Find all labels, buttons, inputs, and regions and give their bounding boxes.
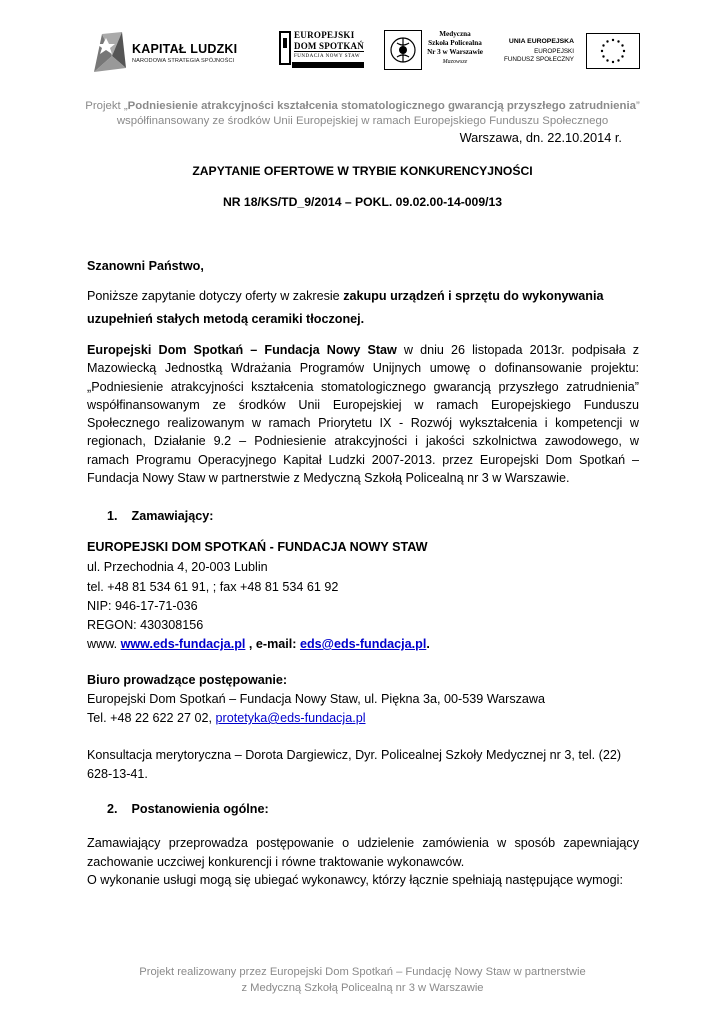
section-1-number: 1. [107, 509, 118, 523]
eds-emblem-icon [278, 30, 292, 66]
school-emblem-icon [384, 30, 422, 70]
ue-efs-logo [504, 26, 640, 70]
project-header [0, 100, 725, 112]
provision-paragraph-1: Zamawiający przeprowadza postępowanie o udzielenie zamówienia w sposób zapewniający zachowanie uczciwej konkurencji i równe traktowanie wykonawców. [87, 836, 639, 869]
eds-logo-strip [292, 62, 364, 68]
school-name-line2: Szkoła Policealna [428, 39, 482, 47]
orderer-phone: tel. +48 81 534 61 91, ; fax +48 81 534 61 92 [87, 580, 339, 594]
ue-logo-line2: EUROPEJSKI [534, 48, 574, 55]
greeting: Szanowni Państwo, [87, 259, 204, 273]
email-link[interactable]: eds@eds-fundacja.pl [299, 637, 427, 651]
intro-text: Poniższe zapytanie dotyczy oferty w zakresie [87, 289, 344, 303]
section-1-heading [107, 509, 213, 523]
eds-logo-line3: FUNDACJA NOWY STAW [294, 54, 361, 59]
email-label: , e-mail: [245, 637, 300, 651]
document-title: ZAPYTANIE OFERTOWE W TRYBIE KONKURENCYJNOŚCI [192, 164, 533, 178]
school-name-line3: Nr 3 w Warszawie [427, 48, 483, 56]
logo-bar [88, 26, 640, 78]
paragraph-text: w dniu 26 listopada 2013r. podpisała z Mazowiecką Jednostką Wdrażania Programów Unijnych umowę o dofinansowanie projektu: „Podniesienie atrakcyjności kształcenia stomatologicznego gwarancją przyszłego zatrudnienia” współfinansowanym ze środków Unii Europejskiej w ramach Europejskiego Funduszu Społecznego realizowanym w ramach Priorytetu IX - Rozwój wykształcenia i kompetencji w regionach, Działanie 9.2 – Podniesienie atrakcyjności i jakości szkolnictwa zawodowego, w ramach Programu Operacyjnego Kapitał Ludzki 2007-2013. przez Europejski Dom Spotkań – Fundacja Nowy Staw w partnerstwie z Medyczną Szkołą Policealną nr 3 w Warszawie. [87, 343, 639, 486]
orderer-nip: NIP: 946-17-71-036 [87, 599, 198, 613]
paragraph-org: Europejski Dom Spotkań – Fundacja Nowy Staw [87, 343, 397, 357]
office-contact [87, 711, 366, 725]
office-address: Europejski Dom Spotkań – Fundacja Nowy Staw, ul. Piękna 3a, 00-539 Warszawa [87, 692, 546, 706]
provision-paragraph-2: O wykonanie usługi mogą się ubiegać wykonawcy, którzy łącznie spełniają następujące wymogi: [87, 873, 623, 887]
office-email-link[interactable]: protetyka@eds-fundacja.pl [215, 711, 366, 725]
consultation-note: Konsultacja merytoryczna – Dorota Dargiewicz, Dyr. Policealnej Szkoły Medycznej nr 3, tel. (22) 628-13-41. [87, 748, 622, 781]
general-provisions [87, 834, 639, 890]
orderer-regon: REGON: 430308156 [87, 618, 204, 632]
project-paragraph [87, 341, 639, 487]
website-link[interactable]: www.eds-fundacja.pl [120, 637, 246, 651]
intro-subject: zakupu urządzeń i sprzętu do wykonywania uzupełnień stałych metodą ceramiki tłoczonej. [87, 289, 604, 326]
kapital-ludzki-logo [88, 26, 258, 78]
ue-logo-line3: FUNDUSZ SPOŁECZNY [504, 56, 574, 63]
project-prefix: Projekt „ [85, 100, 128, 112]
intro-paragraph [87, 285, 639, 331]
www-label: www. [87, 637, 121, 651]
document-number: NR 18/KS/TD_9/2014 – POKL. 09.02.00-14-009/13 [222, 195, 503, 209]
cofinance-note: współfinansowany ze środków Unii Europejskiej w ramach Europejskiego Funduszu Społecznego [116, 115, 609, 127]
school-name-line1: Medyczna [439, 30, 471, 38]
orderer-address: ul. Przechodnia 4, 20-003 Lublin [87, 560, 268, 574]
project-title: Podniesienie atrakcyjności kształcenia stomatologicznego gwarancją przyszłego zatrudnienia [127, 100, 636, 112]
school-name-line4: Mazowsze [442, 59, 468, 65]
office-heading: Biuro prowadzące postępowanie: [87, 673, 288, 687]
medyczna-logo [384, 26, 484, 72]
kapital-ludzki-title: KAPITAŁ LUDZKI [132, 42, 238, 56]
section-1-title: Zamawiający: [131, 509, 214, 523]
ue-logo-line1: UNIA EUROPEJSKA [508, 38, 574, 45]
eds-logo-line1: EUROPEJSKI [294, 30, 355, 40]
orderer-web-email [87, 637, 430, 651]
kapital-ludzki-subtitle: NARODOWA STRATEGIA SPÓJNOŚCI [132, 58, 235, 64]
footer-line-1: Projekt realizowany przez Europejski Dom Spotkań – Fundację Nowy Staw w partnerstwie [139, 966, 586, 978]
section-2-title: Postanowienia ogólne: [131, 802, 269, 816]
email-end: . [426, 637, 430, 651]
project-suffix: ” [635, 100, 640, 112]
office-phone: Tel. +48 22 622 27 02, [87, 711, 216, 725]
kapital-ludzki-emblem-icon [88, 28, 128, 74]
eu-flag-icon [586, 33, 640, 69]
eds-logo-line2: DOM SPOTKAŃ [294, 41, 364, 51]
section-2-number: 2. [107, 802, 118, 816]
section-2-heading [107, 802, 269, 816]
eds-logo [278, 26, 364, 72]
document-date: Warszawa, dn. 22.10.2014 r. [459, 130, 622, 145]
orderer-name: EUROPEJSKI DOM SPOTKAŃ - FUNDACJA NOWY STAW [87, 540, 428, 554]
footer-line-2: z Medyczną Szkołą Policealną nr 3 w Warszawie [241, 982, 484, 994]
